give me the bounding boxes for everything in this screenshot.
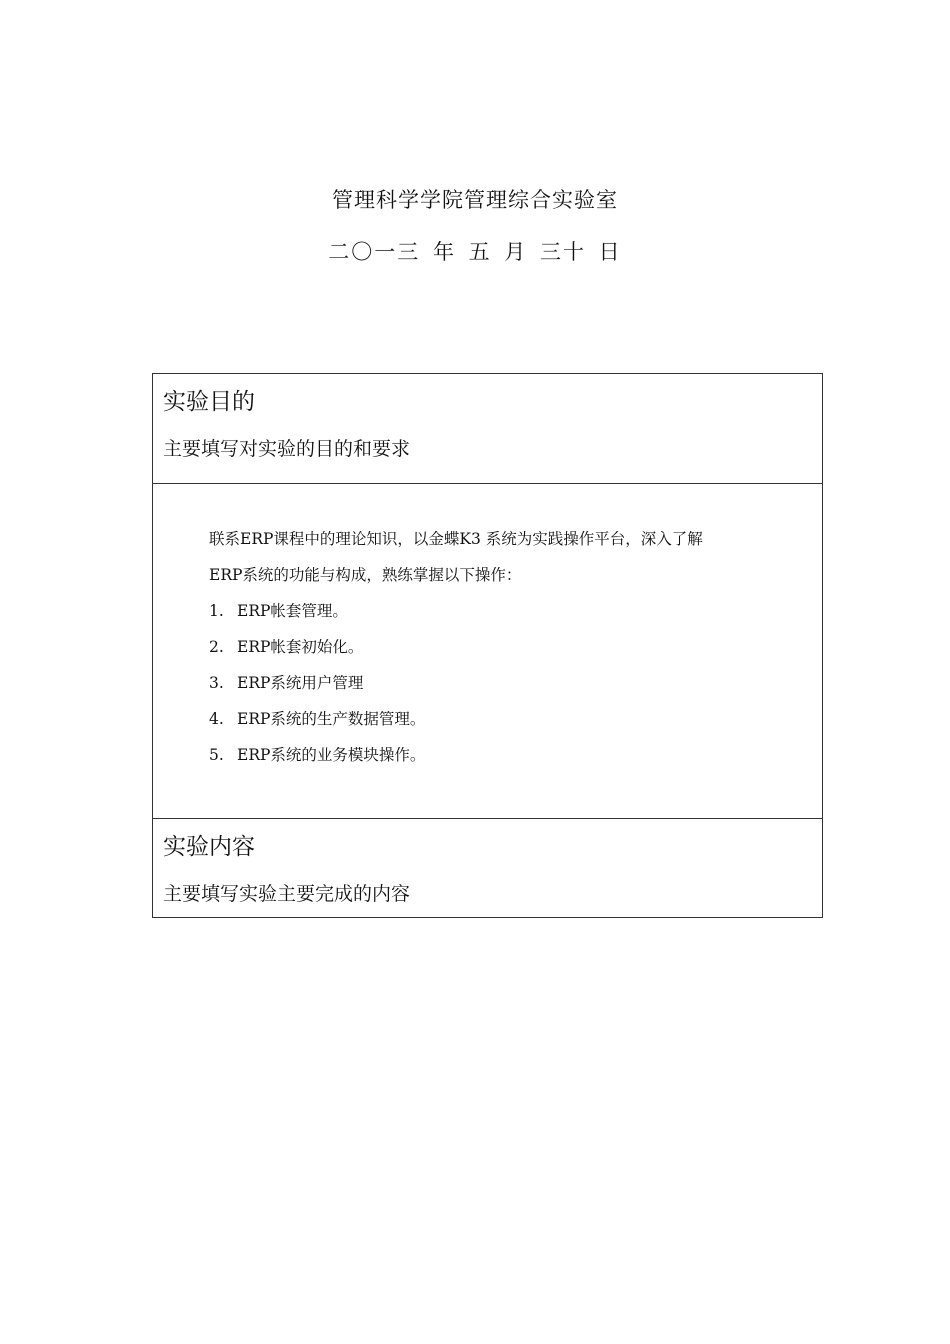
objective-body-cell (153, 484, 822, 819)
list-item-text: ERP系统的业务模块操作。 (237, 746, 426, 764)
document-header (0, 182, 950, 270)
list-item-number: 4. (209, 710, 224, 728)
list-item (209, 593, 819, 629)
list-item-text: ERP系统用户管理 (237, 674, 364, 692)
list-item-number: 2. (209, 638, 224, 656)
list-item-text: ERP帐套管理。 (237, 602, 348, 620)
list-item-number: 5. (209, 746, 224, 764)
list-item-number: 1. (209, 602, 224, 620)
list-item-text: ERP帐套初始化。 (237, 638, 364, 656)
objective-paragraph-line-1: 联系ERP课程中的理论知识，以金蝶K3 系统为实践操作平台，深入了解 (209, 530, 703, 548)
list-item-text: ERP系统的生产数据管理。 (237, 710, 426, 728)
content-header-cell (153, 819, 822, 918)
objective-hint: 主要填写对实验的目的和要求 (163, 438, 411, 460)
objective-title: 实验目的 (163, 389, 255, 415)
objective-body (209, 521, 819, 773)
content-title: 实验内容 (163, 834, 255, 860)
list-item-number: 3. (209, 674, 224, 692)
list-item (209, 737, 819, 773)
list-item (209, 665, 819, 701)
report-table (152, 373, 823, 918)
objective-paragraph-line-2: ERP系统的功能与构成，熟练掌握以下操作： (209, 566, 522, 584)
objective-header-cell (153, 374, 822, 484)
institution-name: 管理科学学院管理综合实验室 (332, 188, 618, 212)
content-hint: 主要填写实验主要完成的内容 (163, 883, 411, 905)
list-item (209, 701, 819, 737)
report-date: 二〇一三 年 五 月 三十 日 (328, 240, 622, 264)
list-item (209, 629, 819, 665)
